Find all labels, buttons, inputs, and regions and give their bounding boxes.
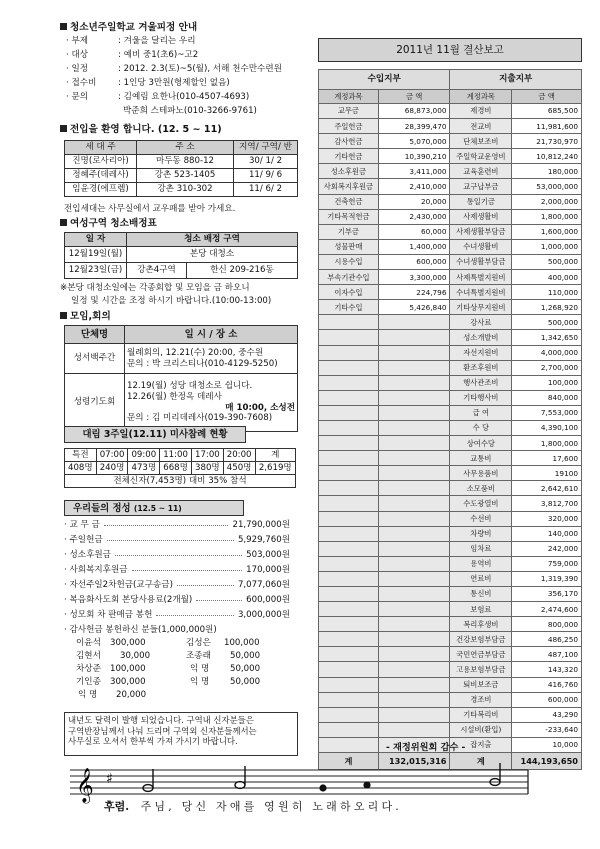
- amount: 3,812,700: [512, 496, 582, 511]
- table-row: [319, 662, 582, 677]
- amount: 2,430,000: [378, 209, 450, 224]
- music-note-icon: [319, 784, 326, 791]
- income-header: 수입지부: [319, 70, 450, 90]
- amount: [378, 436, 450, 451]
- amount: [378, 617, 450, 632]
- amount: 4,390,100: [512, 420, 582, 435]
- account-name: 경조비: [450, 692, 512, 707]
- amount: 180,000: [512, 164, 582, 179]
- amount: 500,000: [512, 254, 582, 269]
- account-name: 기타헌금: [319, 149, 379, 164]
- table-row: [319, 451, 582, 466]
- table-row: 임윤경(에프렘) 강촌 310-302 11/ 6/ 2: [65, 183, 298, 197]
- amount: 685,500: [512, 104, 582, 119]
- amount: 2,410,000: [378, 179, 450, 194]
- account-name: 교통비: [450, 451, 512, 466]
- camp-item: · 접수비 : 1인당 3만원(형제할인 없음): [66, 78, 230, 88]
- amount: 800,000: [512, 617, 582, 632]
- dotted-leader: [107, 535, 234, 541]
- account-name: 성소후원금: [319, 164, 379, 179]
- amount: 759,000: [512, 556, 582, 571]
- amount: 1,342,650: [512, 330, 582, 345]
- account-name: 임차료: [450, 541, 512, 556]
- table-row: [319, 647, 582, 662]
- table-header: 일 시 / 장 소: [125, 326, 298, 344]
- account-name: 성물판매: [319, 239, 379, 254]
- table-row: 성령기도회 12.19(월) 성당 대청소로 쉽니다. 12.26(월) 한정옥 데레사 매 10:00, 소성전 문의 : 김 미리데레사(019-390-7608): [65, 374, 298, 432]
- account-name: [319, 617, 379, 632]
- account-name: 사회복지후원금: [319, 179, 379, 194]
- expense-total: 144,193,650: [512, 753, 582, 770]
- table-row: [319, 300, 582, 315]
- table-row: 전체신자(7,453명) 대비 35% 참석: [65, 475, 296, 488]
- amount: 224,796: [378, 285, 450, 300]
- table-row: [319, 345, 582, 360]
- amount: 17,600: [512, 451, 582, 466]
- table-header: 일 자: [65, 233, 127, 247]
- table-row: [319, 511, 582, 526]
- account-name: 건축헌금: [319, 194, 379, 209]
- table-header: 09:00: [128, 449, 160, 462]
- amount: 11,981,600: [512, 119, 582, 134]
- amount: 28,399,470: [378, 119, 450, 134]
- table-header: 금 액: [512, 90, 582, 104]
- account-name: 보험료: [450, 602, 512, 617]
- account-name: 주일헌금: [319, 119, 379, 134]
- camp-item: · 일정 : 2012. 2.3(토)~5(월), 서해 천수만수련원: [66, 64, 282, 74]
- account-name: [319, 737, 379, 752]
- table-header: 계정과목: [450, 90, 512, 104]
- amount: [378, 451, 450, 466]
- meetings-title: 모임,회의: [60, 311, 111, 323]
- table-row: [319, 420, 582, 435]
- account-name: [319, 662, 379, 677]
- amount: 2,000,000: [512, 194, 582, 209]
- amount: [378, 707, 450, 722]
- amount: 43,290: [512, 707, 582, 722]
- table-header: 11:00: [160, 449, 192, 462]
- table-row: [319, 330, 582, 345]
- amount: 140,000: [512, 526, 582, 541]
- amount: 1,000,000: [512, 239, 582, 254]
- dotted-leader: [104, 520, 228, 526]
- refrain-lyrics: 후렴. 주님, 당신 자애를 영원히 노래하오리다.: [104, 800, 402, 813]
- table-row: 진명(로사리아) 마두동 880-12 30/ 1/ 2: [65, 155, 298, 169]
- account-name: [319, 677, 379, 692]
- amount: [378, 647, 450, 662]
- amount: 7,553,000: [512, 405, 582, 420]
- account-name: 단체보조비: [450, 134, 512, 149]
- table-row: [319, 707, 582, 722]
- amount: 2,700,000: [512, 360, 582, 375]
- account-name: 차량비: [450, 526, 512, 541]
- list-item: 익 명 20,000: [78, 690, 147, 700]
- table-row: [319, 677, 582, 692]
- amount: 2,642,610: [512, 481, 582, 496]
- account-name: 용역비: [450, 556, 512, 571]
- amount: 10,812,240: [512, 149, 582, 164]
- account-name: 통일기금: [450, 194, 512, 209]
- account-name: [319, 722, 379, 737]
- camp-contact-2: 박준희 스테파노(010-3266-9761): [123, 106, 257, 116]
- account-name: [319, 511, 379, 526]
- amount: [378, 541, 450, 556]
- calendar-notice: 내년도 달력이 발행 되었습니다. 구역내 신자분들은 구역반장님께서 나눠 드리며 구역외 신자분들께서는 사무실로 오셔서 한부씩 가져 가시기 바랍니다.: [64, 712, 298, 756]
- square-bullet-icon: [60, 219, 67, 226]
- amount: [378, 677, 450, 692]
- table-row: [319, 436, 582, 451]
- audit-note: - 재정위원회 감수 -: [386, 742, 466, 753]
- amount: 356,170: [512, 587, 582, 602]
- amount: 1,600,000: [512, 224, 582, 239]
- account-name: 주일학교운영비: [450, 149, 512, 164]
- amount: 840,000: [512, 390, 582, 405]
- account-name: [319, 632, 379, 647]
- attendance-title: 대림 3주일(12.11) 미사참례 현황: [64, 426, 246, 443]
- account-name: [319, 496, 379, 511]
- thanks-title: · 감사헌금 봉헌하신 분들(1,000,000원): [64, 625, 217, 635]
- table-row: [319, 104, 582, 119]
- table-header: 세 대 주: [65, 141, 137, 155]
- treble-clef-icon: 𝄞: [76, 768, 94, 803]
- account-name: 자선지원비: [450, 345, 512, 360]
- amount: [378, 420, 450, 435]
- camp-item: · 부제 : 겨울을 달리는 우리: [66, 36, 196, 46]
- winter-camp-title: 청소년주일학교 겨울피정 안내: [60, 22, 197, 34]
- table-row: [319, 602, 582, 617]
- amount: 3,411,000: [378, 164, 450, 179]
- account-name: 수도광열비: [450, 496, 512, 511]
- account-name: 고용보험부담금: [450, 662, 512, 677]
- amount: 143,320: [512, 662, 582, 677]
- table-row: [319, 692, 582, 707]
- account-name: 복리후생비: [450, 617, 512, 632]
- table-row: [319, 164, 582, 179]
- account-name: [319, 360, 379, 375]
- account-name: 연료비: [450, 571, 512, 586]
- account-name: 제경비: [450, 104, 512, 119]
- account-name: [319, 526, 379, 541]
- list-item: 기인종 300,000 익 명 50,000: [76, 677, 261, 687]
- account-name: 기부금: [319, 224, 379, 239]
- table-row: [319, 632, 582, 647]
- amount: 1,268,920: [512, 300, 582, 315]
- account-name: 퇴비보조금: [450, 677, 512, 692]
- square-bullet-icon: [60, 125, 67, 132]
- amount: -233,640: [512, 722, 582, 737]
- account-name: [319, 451, 379, 466]
- account-name: [319, 647, 379, 662]
- donor-list: [76, 638, 276, 703]
- account-name: 급 여: [450, 405, 512, 420]
- table-header: 주 소: [137, 141, 234, 155]
- account-name: 상여수당: [450, 436, 512, 451]
- table-header: 단체명: [65, 326, 125, 344]
- amount: 10,000: [512, 737, 582, 752]
- amount: [378, 315, 450, 330]
- account-name: [319, 571, 379, 586]
- account-name: 강사료: [450, 315, 512, 330]
- table-row: [319, 270, 582, 285]
- newcomers-table: [64, 140, 298, 197]
- table-row: 성서백주간 월례회의, 12.21(수) 20:00, 중수원 문의 : 박 크리스티나(010-4129-5250): [65, 344, 298, 374]
- table-row: [319, 390, 582, 405]
- table-header: 07:00: [96, 449, 128, 462]
- amount: [378, 360, 450, 375]
- square-bullet-icon: [60, 23, 67, 30]
- table-row: [319, 315, 582, 330]
- table-row: [319, 179, 582, 194]
- account-name: [319, 541, 379, 556]
- account-name: 수선비: [450, 511, 512, 526]
- table-row: 12월23일(금) 강촌4구역 한신 209-216동: [65, 263, 298, 279]
- amount: 110,000: [512, 285, 582, 300]
- amount: 100,000: [512, 375, 582, 390]
- amount: 400,000: [512, 270, 582, 285]
- account-name: [319, 587, 379, 602]
- table-row: [319, 224, 582, 239]
- dotted-leader: [177, 580, 234, 586]
- amount: 500,000: [512, 315, 582, 330]
- amount: [378, 587, 450, 602]
- amount: 20,000: [378, 194, 450, 209]
- amount: [378, 345, 450, 360]
- music-note-icon: [363, 781, 370, 788]
- account-name: [319, 315, 379, 330]
- account-name: [319, 345, 379, 360]
- account-name: [319, 405, 379, 420]
- account-name: 건강보험부담금: [450, 632, 512, 647]
- account-name: 이자수입: [319, 285, 379, 300]
- amount: 1,400,000: [378, 239, 450, 254]
- account-name: 소모품비: [450, 481, 512, 496]
- account-name: 사무용품비: [450, 466, 512, 481]
- amount: 4,000,000: [512, 345, 582, 360]
- account-name: 수녀특별지원비: [450, 285, 512, 300]
- amount: 53,000,000: [512, 179, 582, 194]
- table-row: 12월19일(월) 본당 대청소: [65, 247, 298, 263]
- cleaning-title: 여성구역 청소배정표: [60, 218, 157, 230]
- account-name: [319, 390, 379, 405]
- finance-table: [318, 69, 582, 770]
- account-name: 수녀생활비: [450, 239, 512, 254]
- table-row: 정혜주(데레사) 강촌 523-1405 11/ 9/ 6: [65, 169, 298, 183]
- account-name: 잡지출: [450, 737, 512, 752]
- account-name: [319, 375, 379, 390]
- account-name: 전교비: [450, 119, 512, 134]
- amount: 486,250: [512, 632, 582, 647]
- amount: [378, 662, 450, 677]
- table-row: [319, 119, 582, 134]
- amount: 1,800,000: [512, 436, 582, 451]
- table-row: [319, 496, 582, 511]
- table-row: [319, 587, 582, 602]
- table-row: 408명 240명 473명 668명 380명 450명 2,619명: [65, 462, 296, 475]
- dotted-leader: [115, 550, 242, 556]
- amount: 1,319,390: [512, 571, 582, 586]
- amount: 5,070,000: [378, 134, 450, 149]
- attendance-table: [64, 448, 296, 488]
- table-row: [319, 481, 582, 496]
- account-name: 기타목적헌금: [319, 209, 379, 224]
- account-name: 교육훈련비: [450, 164, 512, 179]
- table-row: [319, 556, 582, 571]
- table-row: [319, 541, 582, 556]
- amount: 242,000: [512, 541, 582, 556]
- amount: 68,873,000: [378, 104, 450, 119]
- table-row: [319, 194, 582, 209]
- account-name: 기타복리비: [450, 707, 512, 722]
- table-row: [319, 239, 582, 254]
- account-name: [319, 466, 379, 481]
- table-header: 20:00: [223, 449, 255, 462]
- account-name: [319, 330, 379, 345]
- table-row: [319, 571, 582, 586]
- account-name: 기타행사비: [450, 390, 512, 405]
- list-item: 김현서 30,000 조종래 50,000: [76, 651, 261, 661]
- account-name: 행사관조비: [450, 375, 512, 390]
- amount: [378, 722, 450, 737]
- offerings-title: 우리들의 정성 (12.5 ~ 11): [64, 500, 244, 516]
- account-name: 국민연금부담금: [450, 647, 512, 662]
- table-row: [319, 466, 582, 481]
- account-name: 환조후원비: [450, 360, 512, 375]
- account-name: [319, 436, 379, 451]
- list-item: 이윤석 300,000 김성은 100,000: [76, 638, 260, 648]
- table-header: 청소 배정 구역: [127, 233, 298, 247]
- amount: [378, 526, 450, 541]
- account-name: 기타수입: [319, 300, 379, 315]
- income-total: 132,015,316: [378, 753, 450, 770]
- dotted-leader: [196, 595, 242, 601]
- table-header: 계: [255, 449, 295, 462]
- amount: 1,800,000: [512, 209, 582, 224]
- amount: 10,390,210: [378, 149, 450, 164]
- table-row: [319, 134, 582, 149]
- table-row: [319, 209, 582, 224]
- account-name: [319, 692, 379, 707]
- table-row: [319, 360, 582, 375]
- cleaning-note-2: 일정 및 시간을 조정 하시기 바랍니다.(10:00-13:00): [71, 296, 272, 306]
- amount: 5,426,840: [378, 300, 450, 315]
- cleaning-table: [64, 232, 298, 279]
- account-name: 통신비: [450, 587, 512, 602]
- table-row: [319, 149, 582, 164]
- total-row: 계 132,015,316 계 144,193,650: [319, 753, 582, 770]
- finance-title: 2011년 11월 결산보고: [318, 38, 582, 62]
- winter-camp-details: [66, 36, 282, 120]
- account-name: [319, 420, 379, 435]
- account-name: [319, 481, 379, 496]
- amount: [378, 692, 450, 707]
- account-name: 교구납부금: [450, 179, 512, 194]
- account-name: 감사헌금: [319, 134, 379, 149]
- amount: 19100: [512, 466, 582, 481]
- account-name: 성소개발비: [450, 330, 512, 345]
- amount: [378, 602, 450, 617]
- account-name: 기타상무지원비: [450, 300, 512, 315]
- table-header: 17:00: [192, 449, 224, 462]
- finance-rows: [319, 104, 582, 753]
- account-name: [319, 707, 379, 722]
- table-row: [319, 375, 582, 390]
- sharp-icon: ♯: [106, 771, 113, 787]
- amount: [378, 571, 450, 586]
- table-row: [319, 285, 582, 300]
- account-name: 수녀생활부담금: [450, 254, 512, 269]
- amount: [378, 632, 450, 647]
- account-name: 사제생활부담금: [450, 224, 512, 239]
- amount: [378, 405, 450, 420]
- expense-header: 지출지부: [450, 70, 582, 90]
- dotted-leader: [156, 610, 234, 616]
- newcomers-note: 전입세대는 사무실에서 교우패를 받아 가세요.: [64, 204, 236, 214]
- square-bullet-icon: [60, 312, 67, 319]
- amount: [378, 511, 450, 526]
- dotted-leader: [132, 565, 242, 571]
- amount: [378, 481, 450, 496]
- table-row: [319, 405, 582, 420]
- amount: [378, 390, 450, 405]
- amount: 600,000: [378, 254, 450, 269]
- amount: 600,000: [512, 692, 582, 707]
- table-row: [319, 722, 582, 737]
- account-name: 사제생활비: [450, 209, 512, 224]
- account-name: [319, 602, 379, 617]
- amount: 416,760: [512, 677, 582, 692]
- amount: 487,100: [512, 647, 582, 662]
- amount: [378, 556, 450, 571]
- amount: [378, 375, 450, 390]
- amount: [378, 466, 450, 481]
- camp-item: · 대상 : 예비 중1(초6)~고2: [66, 50, 199, 60]
- cleaning-note-1: ※본당 대청소일에는 각종회합 및 모임을 금 하오니: [60, 283, 250, 293]
- account-name: 사제특별지원비: [450, 270, 512, 285]
- meetings-table: [64, 325, 298, 432]
- amount: [378, 330, 450, 345]
- account-name: 시용수입: [319, 254, 379, 269]
- camp-item: · 문의 : 김예림 요한나(010-4507-4693): [66, 92, 250, 102]
- amount: [378, 496, 450, 511]
- amount: 3,300,000: [378, 270, 450, 285]
- amount: 2,474,600: [512, 602, 582, 617]
- account-name: 교무금: [319, 104, 379, 119]
- table-header: 지역/ 구역/ 반: [234, 141, 298, 155]
- newcomers-title: 전입을 환영 합니다. (12. 5 ~ 11): [60, 124, 222, 136]
- table-header: 특전: [65, 449, 97, 462]
- amount: 60,000: [378, 224, 450, 239]
- table-row: [319, 526, 582, 541]
- table-row: [319, 617, 582, 632]
- account-name: [319, 556, 379, 571]
- table-header: 금 액: [378, 90, 450, 104]
- list-item: 차상준 100,000 익 명 50,000: [76, 664, 261, 674]
- table-header: 계정과목: [319, 90, 379, 104]
- amount: 21,730,970: [512, 134, 582, 149]
- account-name: 시설비(환입): [450, 722, 512, 737]
- amount: 320,000: [512, 511, 582, 526]
- account-name: 수 당: [450, 420, 512, 435]
- account-name: 부속기관수입: [319, 270, 379, 285]
- table-row: [319, 254, 582, 269]
